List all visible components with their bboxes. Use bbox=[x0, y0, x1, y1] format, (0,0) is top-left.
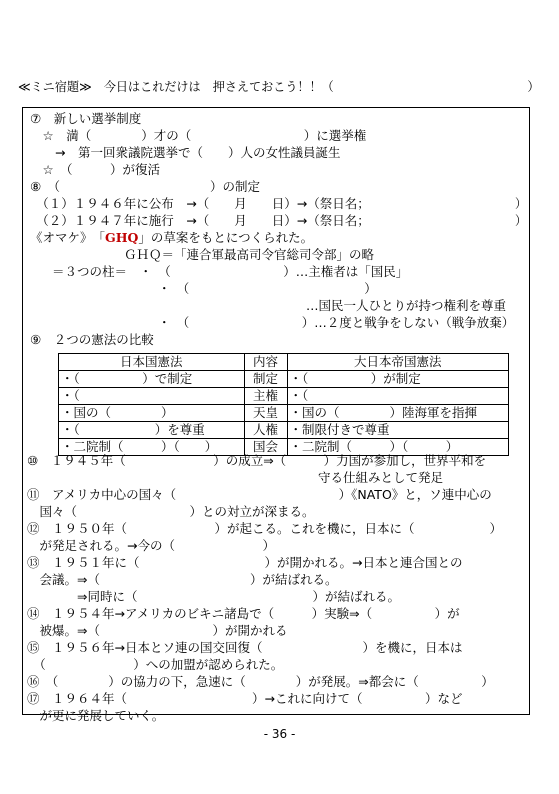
item-11-cont: 国々（ ）との対立が深まる。 bbox=[27, 504, 315, 519]
ghq-definition: ＧＨＱ＝「連合軍最高司令官総司令部」の略 bbox=[124, 247, 375, 262]
item-11-nato: ⑪ アメリカ中心の国々（ ）《NATO》と，ソ連中心の bbox=[27, 487, 492, 502]
header-content: 内容 bbox=[244, 354, 287, 371]
table-header-row bbox=[59, 354, 509, 371]
table-row bbox=[59, 371, 509, 388]
constitution-comparison-table bbox=[58, 353, 509, 456]
three-pillars-1: ＝３つの柱＝ ・ （ ）…主権者は「国民」 bbox=[52, 264, 409, 279]
table-cell: ・（ ）が制定 bbox=[287, 371, 508, 388]
header-imperial-constitution: 大日本帝国憲法 bbox=[287, 354, 508, 371]
table-cell: 天皇 bbox=[244, 405, 287, 422]
item-9-title: ⑨ ２つの憲法の比較 bbox=[30, 332, 154, 347]
table-cell: ・（ ）を尊重 bbox=[59, 422, 245, 439]
item-13-treaty: 会議。⇒（ ）が結ばれる。 bbox=[27, 572, 338, 587]
table-cell: ・二院制（ ）（ ） bbox=[59, 439, 245, 456]
item-14-cont: 被爆。⇒（ ）が開かれる bbox=[27, 623, 288, 638]
item-14-bikini: ⑭ １９５４年→アメリカのビキニ諸島で（ ）実験⇒（ ）が bbox=[27, 606, 460, 621]
item-7-voting-age: ☆ 満（ ）才の（ ）に選挙権 bbox=[30, 128, 367, 143]
table-cell: 主権 bbox=[244, 388, 287, 405]
item-8-title: ⑧ （ ）の制定 bbox=[30, 179, 260, 194]
item-8-enforcement: （２）１９４７年に施行 →（ 月 日）→（祭日名； bbox=[30, 213, 370, 228]
item-8-promulgation: （１）１９４６年に公布 →（ 月 日）→（祭日名； bbox=[30, 196, 370, 211]
table-cell: ・国の（ ） bbox=[59, 405, 245, 422]
item-13-conference: ⑬ １９５１年に（ ）が開かれる。→日本と連合国との bbox=[27, 555, 463, 570]
item-7-revived: ☆ （ ）が復活 bbox=[30, 162, 160, 177]
ghq-highlight: GHQ bbox=[105, 230, 139, 245]
mini-homework-header: ≪ミニ宿題≫ 今日はこれだけは 押さえておこう！！（ ） bbox=[18, 79, 540, 94]
table-row bbox=[59, 405, 509, 422]
table-cell: ・（ bbox=[287, 388, 508, 405]
header-japan-constitution: 日本国憲法 bbox=[59, 354, 245, 371]
table-cell: ・国の（ ）陸海軍を指揮 bbox=[287, 405, 508, 422]
table-cell: ・（ bbox=[59, 388, 245, 405]
page-number: - 36 - bbox=[263, 727, 296, 741]
table-row bbox=[59, 422, 509, 439]
three-pillars-2-desc: …国民一人ひとりが持つ権利を尊重 bbox=[306, 298, 507, 313]
item-8-enforcement-close: ） bbox=[515, 213, 527, 228]
omake-text: 」の草案をもとにつくられた。 bbox=[138, 230, 314, 245]
item-10-un: ⑩ １９４５年（ ）の成立⇒（ ）力国が参加し，世界平和を bbox=[27, 453, 487, 468]
item-8-promulgation-close: ） bbox=[515, 196, 527, 211]
table-cell: ・制限付きで尊重 bbox=[287, 422, 508, 439]
item-10-un-cont: 守る仕組みとして発足 bbox=[318, 470, 444, 485]
table-row bbox=[59, 388, 509, 405]
omake-label: 《オマケ》 「 bbox=[30, 230, 106, 245]
item-7-title: ⑦ 新しい選挙制度 bbox=[30, 111, 142, 126]
omake-line bbox=[30, 229, 313, 246]
item-15-soviet: ⑮ １９５６年→日本とソ連の国交回復（ ）を機に，日本は bbox=[27, 640, 463, 655]
item-17-cont: が更に発展していく。 bbox=[27, 708, 165, 723]
table-cell: ・（ ）で制定 bbox=[59, 371, 245, 388]
table-cell: ・二院制（ ）（ ） bbox=[287, 439, 508, 456]
three-pillars-3: ・ （ ）…２度と戦争をしない（戦争放棄） bbox=[158, 315, 515, 330]
item-16-growth: ⑯ （ ）の協力の下，急速に（ ）が発展。⇒都会に（ ） bbox=[27, 674, 494, 689]
table-cell: 人権 bbox=[244, 422, 287, 439]
item-15-cont: （ ）への加盟が認められた。 bbox=[27, 657, 284, 672]
three-pillars-2: ・ （ ） bbox=[158, 281, 377, 296]
item-12-korea: ⑫ １９５０年（ ）が起こる。これを機に，日本に（ ） bbox=[27, 521, 503, 536]
item-13-simultaneous: ⇒同時に（ ）が結ばれる。 bbox=[27, 589, 400, 604]
item-7-first-election: → 第一回衆議院選挙で（ ）人の女性議員誕生 bbox=[30, 145, 341, 160]
table-cell: 国会 bbox=[244, 439, 287, 456]
table-cell: 制定 bbox=[244, 371, 287, 388]
item-12-cont: が発足される。→今の（ ） bbox=[27, 538, 275, 553]
item-17-1964: ⑰ １９６４年（ ）→これに向けて（ ）など bbox=[27, 691, 463, 706]
